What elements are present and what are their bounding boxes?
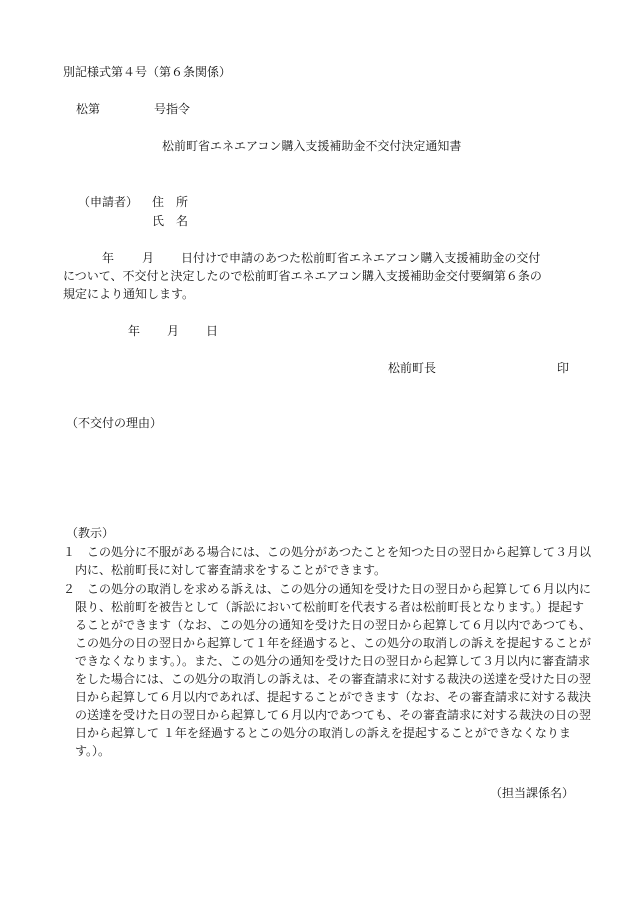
body-month: 月 <box>142 251 155 265</box>
date-year: 年 <box>128 324 141 338</box>
applicant-label: （申請者） <box>78 195 139 209</box>
department-footer: （担当課係名） <box>489 786 574 800</box>
document-title: 松前町省エネエアコン購入支援補助金不交付決定通知書 <box>162 139 462 153</box>
date-day: 日 <box>206 324 219 338</box>
address-label: 住 所 <box>152 195 189 209</box>
instruction-item-number: １ <box>63 545 76 559</box>
notice-number-suffix: 号指令 <box>154 102 191 116</box>
date-month: 月 <box>167 324 180 338</box>
body-line-1: 日付けで申請のあつた松前町省エネエアコン購入支援補助金の交付 <box>181 251 541 265</box>
body-year: 年 <box>102 251 115 265</box>
body-line-2: について、不交付と決定したので松前町省エネエアコン購入支援補助金交付要綱第６条の <box>63 269 542 283</box>
body-line-3: 規定により通知します。 <box>63 287 195 301</box>
instruction-item-text: この処分に不服がある場合には、この処分があつたことを知つた日の翌日から起算して３月以内に、松前町長に対して審査請求をすることができます。 <box>75 545 592 577</box>
instruction-item-number: ２ <box>63 582 76 596</box>
instruction-item-2 <box>63 580 595 760</box>
name-label: 氏 名 <box>152 214 189 228</box>
reason-label: （不交付の理由） <box>66 416 163 430</box>
instruction-item-1 <box>63 543 595 579</box>
form-reference: 別記様式第４号（第６条関係） <box>63 65 232 79</box>
issuer-name: 松前町長 <box>388 361 437 375</box>
issuer-seal: 印 <box>557 361 570 375</box>
notice-number-prefix: 松第 <box>76 102 101 116</box>
instruction-item-text: この処分の取消しを求める訴えは、この処分の通知を受けた日の翌日から起算して６月以内に限り、松前町を被告として（訴訟において松前町を代表する者は松前町長となります。）提起することができます（なお、この処分の通知を受けた日の翌日から起算して６月以内であつても、この処分の日の翌日から起算して１年を経過すると、この処分の取消しの訴えを提起することができなくなります。）。また、この処分の通知を受けた日の翌日から起算して３月以内に審査請求をした場合には、この処分の取消しの訴えは、その審査請求に対する裁決の送達を受けた日の翌日から起算して６月以内であれば、提起することができます（なお、その審査請求に対する裁決の送達を受けた日の翌日から起算して６月以内であつても、その審査請求に対する裁決の日の翌日から起算して １年を経過するとこの処分の取消しの訴えを提起することができなくなります。）。 <box>75 582 592 758</box>
instruction-heading: （教示） <box>66 526 115 540</box>
